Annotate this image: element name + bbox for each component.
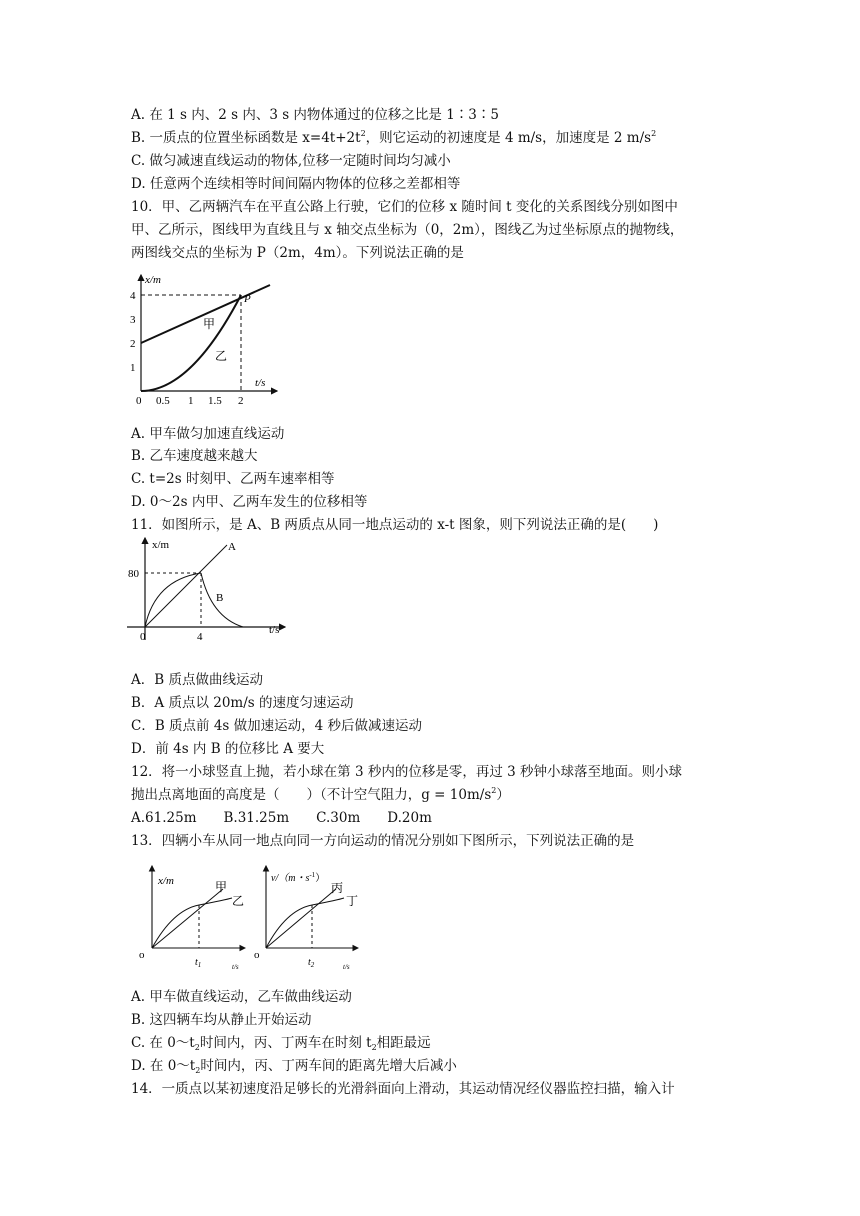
q13-fig2-x-label: t/s (343, 963, 350, 970)
q10-y-label: x/m (145, 274, 161, 286)
q13-fig2-t-tick: $t_2$ (308, 957, 315, 969)
q10-label-yi: 乙 (215, 349, 228, 363)
q13-fig1-label-jia: 甲 (215, 880, 228, 894)
q12-stem-1: 12．将一小球竖直上抛，若小球在第 3 秒内的位移是零，再过 3 秒钟小球落至地面。则小球 (131, 764, 683, 780)
q13-option-c: C. 在 $0\sim t_2$时间内，丙、丁两车在时刻 $t_2$相距最远 (131, 1035, 431, 1052)
q13-fig2-origin: o (254, 949, 260, 961)
q14-stem: 14．一质点以某初速度沿足够长的光滑斜面向上滑动，其运动情况经仪器监控扫描，输入计 (131, 1081, 675, 1097)
q13-fig1-t-tick: $t_1$ (195, 957, 202, 969)
q12-stem-2: 抛出点离地面的高度是（ ）（不计空气阻力，$g = 10m/s^2$） (131, 786, 510, 803)
q10-figure (125, 270, 285, 415)
q10-option-b: B. 乙车速度越来越大 (131, 448, 258, 464)
q11-y-tick: 80 (128, 568, 139, 580)
q11-y-label: x/m (152, 539, 170, 551)
q13-fig1-origin: o (139, 949, 145, 961)
q10-y-tick: 1 (130, 362, 136, 374)
q10-stem-1: 10．甲、乙两辆汽车在平直公路上行驶，它们的位移 x 随时间 t 变化的关系图线分别如图中 (131, 199, 678, 215)
q13-fig2-label-ding: 丁 (346, 894, 359, 908)
q10-option-c: C. t=2s 时刻甲、乙两车速率相等 (131, 471, 335, 487)
q13-stem: 13．四辆小车从同一地点向同一方向运动的情况分别如下图所示，下列说法正确的是 (131, 833, 635, 849)
q12-options: A.61.25m B.31.25m C.30m D.20m (131, 810, 432, 826)
q9-option-c: C. 做匀减速直线运动的物体,位移一定随时间均匀减小 (131, 153, 451, 169)
q13-option-b: B. 这四辆车均从静止开始运动 (131, 1012, 312, 1028)
q10-y-tick: 2 (130, 338, 136, 350)
q10-x-tick: 1 (188, 395, 194, 407)
q13-option-d: D. 在 $0\sim t_2$时间内，丙、丁两车间的距离先增大后减小 (131, 1058, 457, 1075)
q13-figure-2 (252, 862, 382, 970)
q13-fig2-label-bing: 丙 (331, 881, 344, 895)
q10-option-d: D. 0～2s 内甲、乙两车发生的位移相等 (131, 494, 368, 510)
q10-y-tick: 4 (130, 290, 136, 302)
q10-label-jia: 甲 (203, 317, 216, 331)
q11-figure (125, 535, 295, 645)
q11-x-tick: 4 (197, 631, 203, 643)
q9-option-d: D. 任意两个连续相等时间间隔内物体的位移之差都相等 (131, 176, 461, 192)
q11-label-a: A (228, 541, 236, 553)
q13-option-a: A. 甲车做直线运动，乙车做曲线运动 (131, 989, 352, 1005)
q10-x-tick: 2 (238, 395, 244, 407)
q11-option-c: C．B 质点前 4s 做加速运动，4 秒后做减速运动 (131, 718, 423, 734)
q11-origin: 0 (140, 631, 146, 643)
q13-fig1-label-yi: 乙 (232, 894, 245, 908)
q13-fig1-x-label: t/s (232, 963, 239, 970)
q11-label-b: B (216, 592, 224, 604)
q10-x-tick: 0 (136, 395, 142, 407)
q9-option-b: B. 一质点的位置坐标函数是 $x=4t+2t^2$，则它运动的初速度是 4 m/s，加速度是 2 $m/s^2$ (131, 129, 657, 146)
q11-option-d: D．前 4s 内 B 的位移比 A 要大 (131, 741, 325, 757)
q10-x-tick: 1.5 (208, 395, 222, 407)
q10-x-label: t/s (255, 377, 266, 389)
q10-y-tick: 3 (130, 314, 136, 326)
q11-x-label: t/s (269, 624, 280, 636)
q11-option-b: B．A 质点以 20m/s 的速度匀速运动 (131, 695, 354, 711)
q10-x-tick: 0.5 (156, 395, 170, 407)
q13-fig2-y-label: v/（m・$s^{-1}$） (271, 871, 326, 884)
q11-stem: 11．如图所示，是 A、B 两质点从同一地点运动的 x-t 图象，则下列说法正确的是( ) (131, 517, 659, 533)
q10-label-p: P (244, 293, 251, 305)
q11-option-a: A．B 质点做曲线运动 (131, 672, 263, 688)
q9-option-a: A. 在 1 s 内、2 s 内、3 s 内物体通过的位移之比是 1∶3∶5 (131, 107, 499, 123)
q13-fig1-y-label: x/m (158, 875, 174, 887)
q10-stem-3: 两图线交点的坐标为 P（2m，4m）。下列说法正确的是 (131, 245, 464, 261)
q10-option-a: A. 甲车做匀加速直线运动 (131, 426, 285, 442)
q10-stem-2: 甲、乙所示，图线甲为直线且与 x 轴交点坐标为（0，2m），图线乙为过坐标原点的抛物线， (131, 222, 684, 238)
q13-figure-1 (135, 862, 255, 970)
